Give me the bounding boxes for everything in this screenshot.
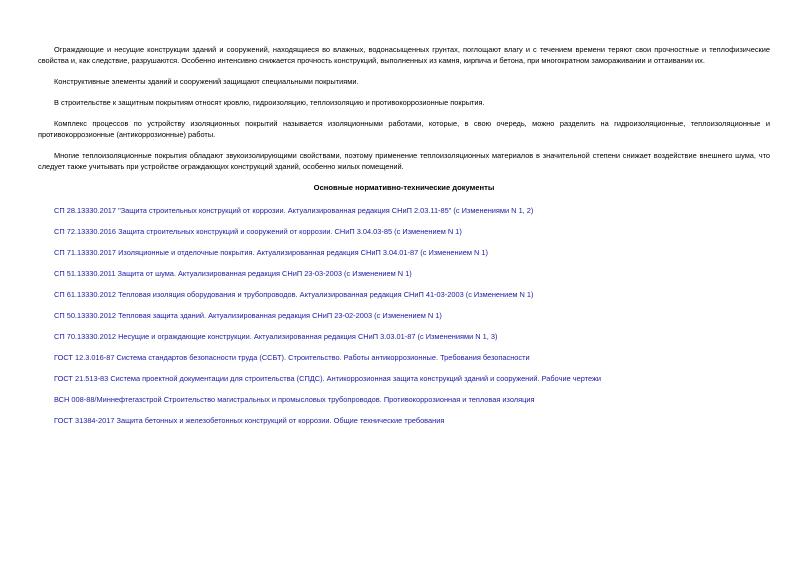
paragraph-insulation-works: Комплекс процессов по устройству изоляционных покрытий называется изоляционными работами, которые, в свою очередь, можно разделить на гидроизоляционные, теплоизоляционные и противокоррозионные (антикоррозионные) работы. [38,119,770,139]
document-link-sp-28[interactable]: СП 28.13330.2017 "Защита строительных конструкций от коррозии. Актуализированная редакция СНиП 2.03.11-85" (с Изменениями N 1, 2) [54,206,534,215]
document-link-sp-61[interactable]: СП 61.13330.2012 Тепловая изоляция оборудования и трубопроводов. Актуализированная редакция СНиП 41-03-2003 (с Изменением N 1) [54,290,534,299]
document-link-sp-70[interactable]: СП 70.13330.2012 Несущие и ограждающие конструкции. Актуализированная редакция СНиП 3.03.01-87 (с Изменениями N 1, 3) [54,332,498,341]
section-heading: Основные нормативно-технические документы [313,183,495,192]
document-link-sp-72[interactable]: СП 72.13330.2016 Защита строительных конструкций и сооружений от коррозии. СНиП 3.04.03-85 (с Изменением N 1) [54,227,462,236]
document-link-gost-31384[interactable]: ГОСТ 31384-2017 Защита бетонных и железобетонных конструкций от коррозии. Общие технические требования [54,416,445,425]
document-link-gost-21-513[interactable]: ГОСТ 21.513-83 Система проектной документации для строительства (СПДС). Антикоррозионная защита конструкций зданий и сооружений. Рабочие чертежи [54,374,602,383]
document-link-sp-50[interactable]: СП 50.13330.2012 Тепловая защита зданий. Актуализированная редакция СНиП 23-02-2003 (с Изменением N 1) [54,311,442,320]
document-page [38,44,770,436]
paragraph-intro: Ограждающие и несущие конструкции зданий и сооружений, находящиеся во влажных, водонасыщенных грунтах, поглощают влагу и с течением времени теряют свои прочностные и теплофизические свойства и, как следствие, разрушаются. Особенно интенсивно снижается прочность конструкций, выполненных из камня, кирпича и бетона, при многократном замораживании и оттаивании их. [38,45,770,65]
document-link-gost-12-3-016[interactable]: ГОСТ 12.3.016-87 Система стандартов безопасности труда (ССБТ). Строительство. Работы антикоррозионные. Требования безопасности [54,353,530,362]
document-link-sp-51[interactable]: СП 51.13330.2011 Защита от шума. Актуализированная редакция СНиП 23-03-2003 (с Изменением N 1) [54,269,412,278]
document-link-sp-71[interactable]: СП 71.13330.2017 Изоляционные и отделочные покрытия. Актуализированная редакция СНиП 3.04.01-87 (с Изменением N 1) [54,248,488,257]
paragraph-protective-coatings: Конструктивные элементы зданий и сооружений защищают специальными покрытиями. [54,77,359,86]
normative-documents-list [38,205,770,426]
paragraph-sound-insulation: Многие теплоизоляционные покрытия обладают звукоизолирующими свойствами, поэтому применение теплоизоляционных материалов в значительной степени снижает воздействие внешнего шума, что следует также учитывать при устройстве ограждающих конструкций зданий, особенно жилых помещений. [38,151,770,171]
document-link-vsn-008[interactable]: ВСН 008-88/Миннефтегазстрой Строительство магистральных и промысловых трубопроводов. Противокоррозионная и тепловая изоляция [54,395,535,404]
paragraph-coating-types: В строительстве к защитным покрытиям относят кровлю, гидроизоляцию, теплоизоляцию и противокоррозионные покрытия. [54,98,485,107]
